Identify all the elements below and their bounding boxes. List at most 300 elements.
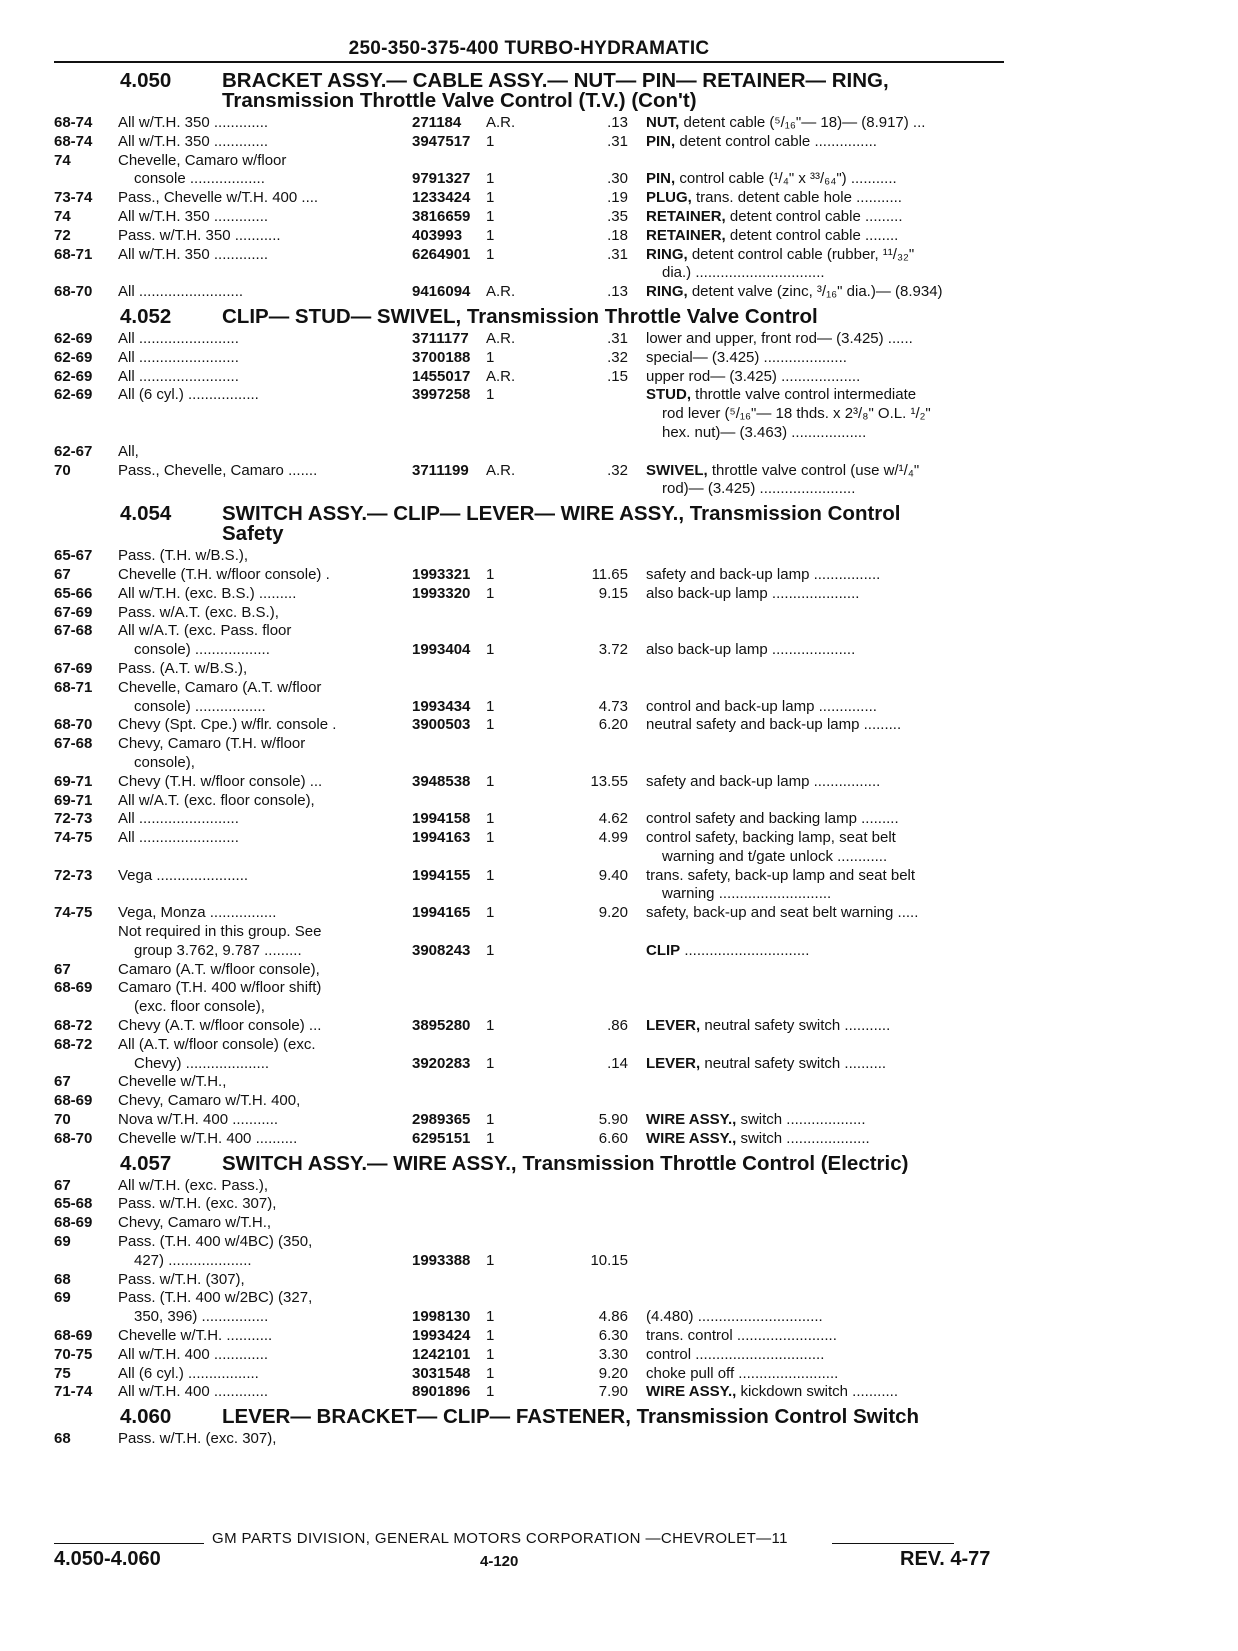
table-row: [54, 867, 1014, 886]
description: [662, 848, 887, 867]
quantity: 1: [486, 565, 495, 583]
description-text: trans. detent cable hole ...........: [691, 189, 902, 207]
price: 4.62: [598, 810, 628, 828]
part-number: 3031548: [412, 1364, 471, 1382]
price: .31: [607, 329, 628, 347]
part-name: RETAINER,: [646, 207, 726, 225]
part-name: CLIP: [646, 941, 681, 959]
application: (exc. floor console),: [134, 998, 265, 1016]
description: [646, 1327, 837, 1346]
quantity: 1: [486, 697, 495, 715]
table-row: [54, 405, 1014, 424]
quantity: 1: [486, 641, 495, 659]
table-row: [54, 1346, 1014, 1365]
quantity: 1: [486, 1383, 495, 1401]
table-row: [54, 547, 1014, 566]
quantity: 1: [486, 772, 495, 790]
model-years: 68-69: [54, 1092, 93, 1110]
table-row: [54, 133, 1014, 152]
description-text: throttle valve control (use w/¹/₄": [707, 461, 920, 479]
description-text: trans. control ........................: [646, 1327, 837, 1345]
price: 4.86: [598, 1308, 628, 1326]
application: Chevelle w/T.H. ...........: [118, 1327, 273, 1345]
table-row: [54, 1111, 1014, 1130]
description: [646, 368, 860, 387]
section-heading: [54, 1407, 1014, 1427]
description: [646, 1055, 886, 1074]
price: 5.90: [598, 1111, 628, 1129]
model-years: 68: [54, 1430, 71, 1448]
quantity: 1: [486, 584, 495, 602]
description: [646, 462, 919, 481]
part-name: RING,: [646, 283, 688, 301]
price: .18: [607, 226, 628, 244]
description: [646, 698, 877, 717]
model-years: 68-72: [54, 1017, 93, 1035]
price: 4.73: [598, 697, 628, 715]
description-text: detent control cable ........: [725, 226, 899, 244]
table-row: [54, 792, 1014, 811]
price: 9.15: [598, 584, 628, 602]
catalog-content: [54, 66, 1014, 1449]
application: Chevelle, Camaro w/floor: [118, 151, 287, 169]
part-name: RING,: [646, 245, 688, 263]
description: [646, 566, 880, 585]
quantity: 1: [486, 207, 495, 225]
part-number: 1993434: [412, 697, 471, 715]
parts-table: [54, 114, 1014, 302]
quantity: 1: [486, 1111, 495, 1129]
table-row: [54, 283, 1014, 302]
description: [646, 208, 903, 227]
table-row: [54, 1233, 1014, 1252]
description: [646, 1383, 898, 1402]
application: Not required in this group. See: [118, 923, 322, 941]
description: [646, 773, 880, 792]
description: [662, 480, 855, 499]
footer-rule: [54, 1543, 204, 1544]
model-years: 74-75: [54, 904, 93, 922]
description: [646, 829, 896, 848]
part-name: LEVER,: [646, 1054, 701, 1072]
application: All (A.T. w/floor console) (exc.: [118, 1035, 316, 1053]
application: Pass., Chevelle, Camaro .......: [118, 461, 318, 479]
description-text: neutral safety switch ...........: [700, 1017, 891, 1035]
model-years: 72-73: [54, 866, 93, 884]
table-row: [54, 1383, 1014, 1402]
section-title: CLIP— STUD— SWIVEL, Transmission Throttle Valve Control: [222, 304, 818, 328]
table-row: [54, 462, 1014, 481]
model-years: 74-75: [54, 829, 93, 847]
model-years: 67: [54, 1073, 71, 1091]
application: Pass. w/A.T. (exc. B.S.),: [118, 603, 279, 621]
part-name: WIRE ASSY.,: [646, 1111, 737, 1129]
table-row: [54, 810, 1014, 829]
application: Chevelle w/T.H.,: [118, 1073, 227, 1091]
table-row: [54, 942, 1014, 961]
table-row: [54, 1177, 1014, 1196]
part-number: 6264901: [412, 245, 471, 263]
price: 10.15: [590, 1251, 628, 1269]
description-text: safety, back-up and seat belt warning .....: [646, 904, 919, 922]
table-row: [54, 1365, 1014, 1384]
description: [662, 405, 931, 424]
quantity: 1: [486, 810, 495, 828]
table-row: [54, 622, 1014, 641]
part-number: 3947517: [412, 132, 471, 150]
table-row: [54, 641, 1014, 660]
description: [646, 1346, 824, 1365]
part-name: NUT,: [646, 114, 680, 131]
quantity: 1: [486, 386, 495, 404]
section-number: 4.052: [120, 304, 172, 328]
table-row: [54, 1130, 1014, 1149]
quantity: 1: [486, 1251, 495, 1269]
application: All w/T.H. 400 .............: [118, 1345, 269, 1363]
description: [662, 424, 866, 443]
price: 13.55: [590, 772, 628, 790]
part-name: RETAINER,: [646, 226, 726, 244]
price: .15: [607, 367, 628, 385]
table-row: [54, 961, 1014, 980]
table-row: [54, 904, 1014, 923]
description-text: safety and back-up lamp ................: [646, 565, 881, 583]
part-number: 9416094: [412, 283, 471, 301]
quantity: A.R.: [486, 283, 516, 301]
application: Chevy, Camaro w/T.H.,: [118, 1214, 272, 1232]
model-years: 68-70: [54, 716, 93, 734]
application: Pass., Chevelle w/T.H. 400 ....: [118, 189, 319, 207]
quantity: 1: [486, 1017, 495, 1035]
table-row: [54, 443, 1014, 462]
model-years: 68-74: [54, 132, 93, 150]
description-text: lower and upper, front rod— (3.425) ......: [646, 329, 913, 347]
section-title: LEVER— BRACKET— CLIP— FASTENER, Transmission Control Switch: [222, 1405, 920, 1429]
part-name: WIRE ASSY.,: [646, 1129, 737, 1147]
quantity: 1: [486, 1308, 495, 1326]
quantity: A.R.: [486, 329, 516, 347]
application: Pass. (T.H. w/B.S.),: [118, 547, 249, 565]
part-number: 1994158: [412, 810, 471, 828]
table-row: [54, 716, 1014, 735]
description: [646, 585, 859, 604]
table-row: [54, 679, 1014, 698]
table-row: [54, 1327, 1014, 1346]
quantity: 1: [486, 866, 495, 884]
price: .19: [607, 189, 628, 207]
description-text: control cable (¹/₄" x ³³/₆₄") ...........: [675, 170, 897, 188]
part-number: 1993404: [412, 641, 471, 659]
table-row: [54, 480, 1014, 499]
quantity: 1: [486, 1364, 495, 1382]
price: 3.30: [598, 1345, 628, 1363]
quantity: 1: [486, 189, 495, 207]
description-text: detent control cable (rubber, ¹¹/₃₂": [687, 245, 915, 263]
description: [646, 1111, 866, 1130]
header-rule: [54, 61, 1004, 63]
application: All w/T.H. 350 .............: [118, 245, 269, 263]
description: [646, 1017, 890, 1036]
quantity: 1: [486, 1345, 495, 1363]
description: [662, 885, 831, 904]
description-text: warning ...........................: [662, 885, 832, 903]
section-title: BRACKET ASSY.— CABLE ASSY.— NUT— PIN— RETAINER— RING,: [222, 69, 889, 92]
model-years: 70: [54, 461, 71, 479]
model-years: 67: [54, 960, 71, 978]
description-text: neutral safety and back-up lamp .........: [646, 716, 902, 734]
description-text: detent valve (zinc, ³/₁₆" dia.)— (8.934): [687, 283, 943, 301]
table-row: [54, 264, 1014, 283]
price: 9.20: [598, 1364, 628, 1382]
description-text: (4.480) ..............................: [646, 1308, 823, 1326]
description-text: safety and back-up lamp ................: [646, 772, 881, 790]
description-text: kickdown switch ...........: [736, 1383, 899, 1401]
part-number: 3900503: [412, 716, 471, 734]
description: [646, 170, 897, 189]
description: [662, 264, 825, 283]
part-number: 8901896: [412, 1383, 471, 1401]
part-name: PLUG,: [646, 189, 692, 207]
application: Pass. w/T.H. (307),: [118, 1270, 245, 1288]
part-number: 3920283: [412, 1054, 471, 1072]
table-row: [54, 152, 1014, 171]
table-row: [54, 386, 1014, 405]
section-number: 4.054: [120, 502, 172, 526]
part-number: 9791327: [412, 170, 471, 188]
application: All ........................: [118, 348, 239, 366]
application: All w/A.T. (exc. floor console),: [118, 791, 315, 809]
model-years: 68-74: [54, 114, 93, 131]
application: All (6 cyl.) .................: [118, 386, 259, 404]
model-years: 68-69: [54, 979, 93, 997]
description-text: rod)— (3.425) .......................: [662, 480, 856, 498]
section-number: 4.057: [120, 1151, 172, 1175]
model-years: 70-75: [54, 1345, 93, 1363]
description-text: also back-up lamp .....................: [646, 584, 860, 602]
part-name: STUD,: [646, 386, 691, 404]
table-row: [54, 754, 1014, 773]
application: Chevy, Camaro w/T.H. 400,: [118, 1092, 301, 1110]
model-years: 72-73: [54, 810, 93, 828]
table-row: [54, 885, 1014, 904]
part-number: 1993321: [412, 565, 471, 583]
price: 6.20: [598, 716, 628, 734]
model-years: 67-68: [54, 735, 93, 753]
part-number: 271184: [412, 114, 462, 131]
table-row: [54, 566, 1014, 585]
description: [646, 330, 913, 349]
section-title-line2: Safety: [222, 522, 284, 546]
part-number: 1994155: [412, 866, 471, 884]
table-row: [54, 368, 1014, 387]
model-years: 67: [54, 1176, 71, 1194]
parts-table: [54, 1177, 1014, 1403]
model-years: 65-68: [54, 1195, 93, 1213]
quantity: 1: [486, 1054, 495, 1072]
description-text: warning and t/gate unlock ............: [662, 847, 888, 865]
footer-rule: [832, 1543, 954, 1544]
model-years: 67-68: [54, 622, 93, 640]
application: console),: [134, 753, 195, 771]
section-number: 4.050: [120, 69, 172, 92]
quantity: 1: [486, 170, 495, 188]
model-years: 69: [54, 1289, 71, 1307]
page-number: 4-120: [480, 1553, 519, 1570]
description-text: detent control cable .........: [725, 207, 903, 225]
application: Pass. w/T.H. 350 ...........: [118, 226, 281, 244]
application: All,: [118, 442, 139, 460]
application: Camaro (A.T. w/floor console),: [118, 960, 320, 978]
revision-label: REV. 4-77: [900, 1548, 991, 1570]
model-years: 73-74: [54, 189, 93, 207]
description-text: detent control cable ...............: [675, 132, 877, 150]
section-title-line2: Transmission Throttle Valve Control (T.V.) (Con't): [222, 89, 697, 112]
part-number: 403993: [412, 226, 463, 244]
model-years: 62-67: [54, 442, 93, 460]
application: All w/A.T. (exc. Pass. floor: [118, 622, 292, 640]
model-years: 65-67: [54, 547, 93, 565]
part-number: 3816659: [412, 207, 471, 225]
description: [646, 1365, 838, 1384]
description-text: upper rod— (3.425) ...................: [646, 367, 861, 385]
description: [646, 114, 925, 133]
application: Chevy (Spt. Cpe.) w/flr. console .: [118, 716, 337, 734]
description: [646, 1308, 823, 1327]
application: All w/T.H. 350 .............: [118, 207, 269, 225]
description-text: switch ...................: [736, 1111, 866, 1129]
quantity: 1: [486, 716, 495, 734]
part-number: 3711199: [412, 461, 469, 479]
application: All w/T.H. 400 .............: [118, 1383, 269, 1401]
table-row: [54, 1252, 1014, 1271]
table-row: [54, 1092, 1014, 1111]
application: Camaro (T.H. 400 w/floor shift): [118, 979, 322, 997]
application: Pass. w/T.H. (exc. 307),: [118, 1430, 277, 1448]
application: Chevelle, Camaro (A.T. w/floor: [118, 678, 322, 696]
part-number: 1998130: [412, 1308, 471, 1326]
table-row: [54, 227, 1014, 246]
application: group 3.762, 9.787 .........: [134, 941, 302, 959]
model-years: 74: [54, 207, 71, 225]
quantity: 1: [486, 904, 495, 922]
quantity: 1: [486, 132, 495, 150]
application: console) ..................: [134, 641, 270, 659]
description-text: control and back-up lamp ..............: [646, 697, 877, 715]
price: .30: [607, 170, 628, 188]
part-number: 1994165: [412, 904, 471, 922]
part-name: SWIVEL,: [646, 461, 708, 479]
footer-publisher: GM PARTS DIVISION, GENERAL MOTORS CORPORATION —CHEVROLET—11: [212, 1530, 788, 1547]
part-number: 1242101: [412, 1345, 471, 1363]
part-number: 1993424: [412, 1327, 471, 1345]
part-name: PIN,: [646, 170, 676, 188]
table-row: [54, 998, 1014, 1017]
section-heading: [54, 504, 1014, 544]
description-text: rod lever (⁵/₁₆"— 18 thds. x 2³/₈" O.L. ¹/₂": [662, 405, 931, 423]
model-years: 67-69: [54, 603, 93, 621]
table-row: [54, 114, 1014, 133]
part-number: 3895280: [412, 1017, 471, 1035]
application: All (6 cyl.) .................: [118, 1364, 259, 1382]
description: [646, 283, 943, 302]
application: 350, 396) ................: [134, 1308, 269, 1326]
table-row: [54, 829, 1014, 848]
price: 7.90: [598, 1383, 628, 1401]
quantity: 1: [486, 829, 495, 847]
price: .32: [607, 348, 628, 366]
application: Chevy) ....................: [134, 1054, 270, 1072]
part-number: 1233424: [412, 189, 471, 207]
application: Nova w/T.H. 400 ...........: [118, 1111, 279, 1129]
part-name: WIRE ASSY.,: [646, 1383, 737, 1401]
model-years: 69-71: [54, 791, 93, 809]
part-number: 3700188: [412, 348, 471, 366]
application: Vega, Monza ................: [118, 904, 277, 922]
application: All w/T.H. 350 .............: [118, 132, 269, 150]
part-number: 6295151: [412, 1129, 471, 1147]
model-years: 70: [54, 1111, 71, 1129]
table-row: [54, 1214, 1014, 1233]
description: [646, 904, 918, 923]
model-years: 62-69: [54, 329, 93, 347]
quantity: 1: [486, 245, 495, 263]
application: Pass. (A.T. w/B.S.),: [118, 659, 248, 677]
table-row: [54, 585, 1014, 604]
price: .31: [607, 245, 628, 263]
description: [646, 386, 916, 405]
table-row: [54, 208, 1014, 227]
description: [646, 641, 855, 660]
part-number: 1455017: [412, 367, 471, 385]
table-row: [54, 1271, 1014, 1290]
description-text: throttle valve control intermediate: [691, 386, 917, 404]
section-heading: [54, 1151, 1014, 1175]
model-years: 75: [54, 1364, 71, 1382]
table-row: [54, 1430, 1014, 1449]
model-years: 72: [54, 226, 71, 244]
table-row: [54, 979, 1014, 998]
table-row: [54, 1073, 1014, 1092]
description-text: switch ....................: [736, 1129, 870, 1147]
description-text: neutral safety switch ..........: [700, 1054, 887, 1072]
part-number: 2989365: [412, 1111, 471, 1129]
application: Chevy, Camaro (T.H. w/floor: [118, 735, 306, 753]
table-row: [54, 1017, 1014, 1036]
model-years: 69: [54, 1233, 71, 1251]
description-text: special— (3.425) ....................: [646, 348, 847, 366]
part-name: LEVER,: [646, 1017, 701, 1035]
section-heading: [54, 71, 1014, 111]
application: 427) ....................: [134, 1251, 252, 1269]
description: [646, 349, 847, 368]
application: Pass. w/T.H. (exc. 307),: [118, 1195, 277, 1213]
application: All w/T.H. (exc. Pass.),: [118, 1176, 269, 1194]
description: [646, 189, 902, 208]
price: .13: [607, 114, 628, 131]
table-row: [54, 773, 1014, 792]
price: .86: [607, 1017, 628, 1035]
price: .31: [607, 132, 628, 150]
price: .32: [607, 461, 628, 479]
section-heading: [54, 304, 1014, 328]
model-years: 65-66: [54, 584, 93, 602]
table-row: [54, 246, 1014, 265]
parts-table: [54, 547, 1014, 1149]
application: All ........................: [118, 829, 239, 847]
quantity: 1: [486, 1327, 495, 1345]
part-name: PIN,: [646, 132, 676, 150]
price: 9.40: [598, 866, 628, 884]
